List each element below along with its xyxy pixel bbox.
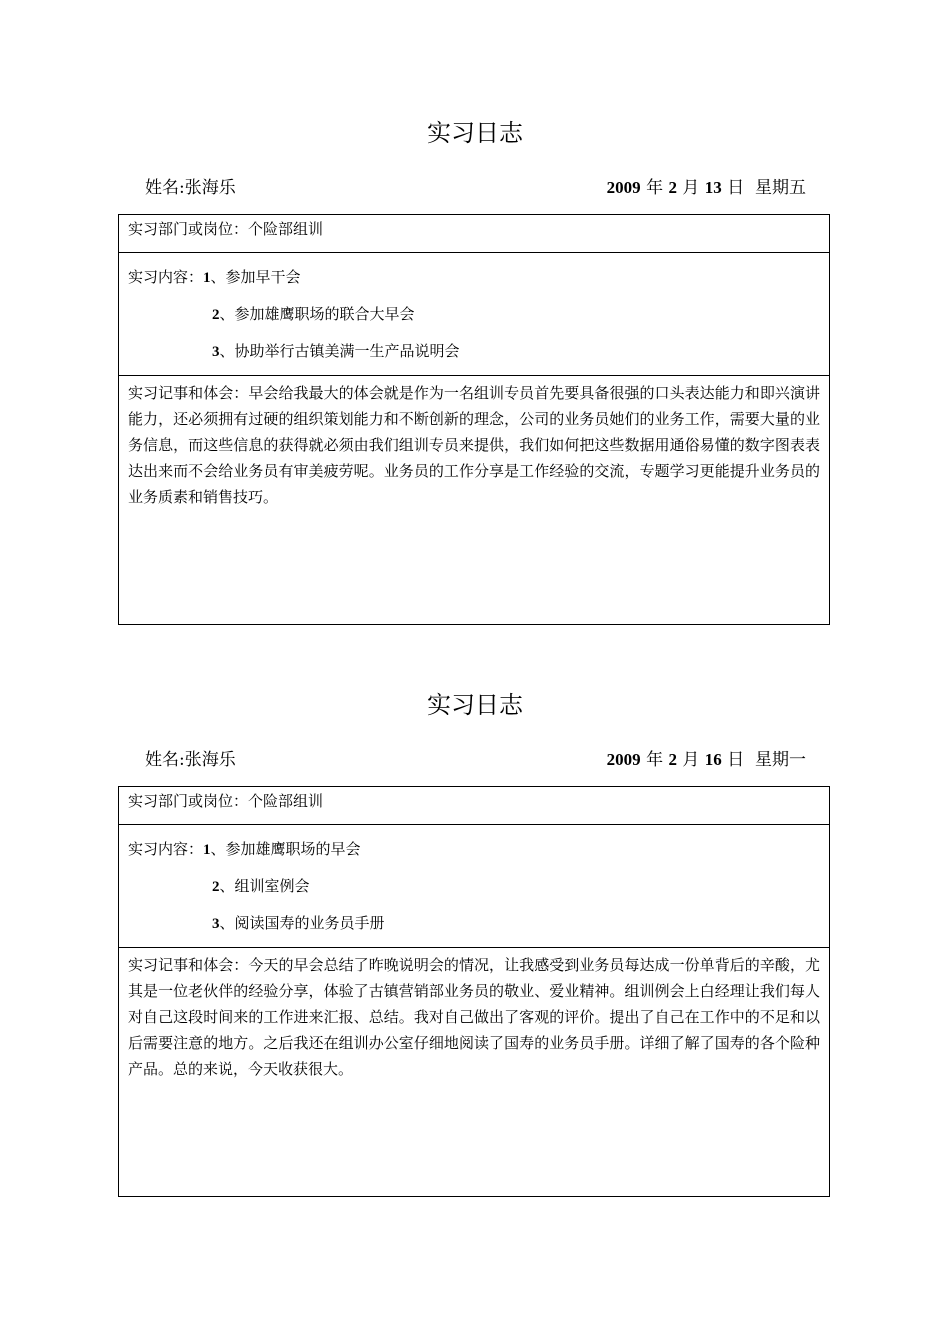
date-year: 2009	[606, 178, 641, 197]
page-title: 实习日志	[427, 691, 523, 719]
content-item	[128, 868, 820, 905]
date-day: 16	[704, 750, 722, 769]
name-value: 张海乐	[184, 178, 236, 198]
content-item-text: 、组训室例会	[219, 877, 310, 895]
date-weekday: 星期五	[755, 178, 806, 198]
name-value: 张海乐	[184, 750, 236, 770]
content-item	[128, 296, 820, 333]
department-row: 实习部门或岗位：个险部组训	[119, 215, 829, 253]
content-item-number: 3	[212, 916, 220, 932]
date-month-unit: 月	[682, 178, 700, 198]
date-day-unit: 日	[727, 178, 745, 198]
name-separator: :	[179, 750, 185, 770]
content-item-number: 3	[212, 344, 220, 360]
content-item	[128, 905, 820, 942]
name-label: 姓名	[145, 750, 179, 770]
content-item	[128, 831, 820, 868]
department-row: 实习部门或岗位：个险部组训	[119, 787, 829, 825]
date-line	[607, 177, 806, 199]
content-item-text: 、参加雄鹰职场的早会	[210, 840, 361, 858]
content-item-number: 1	[203, 270, 211, 286]
name-line	[145, 177, 236, 199]
date-month: 2	[668, 750, 677, 769]
content-item	[128, 259, 820, 296]
content-item-number: 2	[212, 879, 220, 895]
date-year-unit: 年	[646, 178, 664, 198]
date-month: 2	[668, 178, 677, 197]
date-day-unit: 日	[727, 750, 745, 770]
date-weekday: 星期一	[755, 750, 806, 770]
date-day: 13	[704, 178, 722, 197]
date-year: 2009	[606, 750, 641, 769]
log-table	[118, 786, 830, 1197]
log-table	[118, 214, 830, 625]
content-item	[128, 333, 820, 370]
date-month-unit: 月	[682, 750, 700, 770]
page-title: 实习日志	[427, 119, 523, 147]
content-item-text: 、协助举行古镇美满一生产品说明会	[219, 342, 460, 360]
content-item-number: 1	[203, 842, 211, 858]
name-separator: :	[179, 178, 185, 198]
notes-row: 实习记事和体会：早会给我最大的体会就是作为一名组训专员首先要具备很强的口头表达能力和即兴演讲能力，还必须拥有过硬的组织策划能力和不断创新的理念，公司的业务员她们的业务工作，需要大量的业务信息，而这些信息的获得就必须由我们组训专员来提供，我们如何把这些数据用通俗易懂的数字图表表达出来而不会给业务员有审美疲劳呢。业务员的工作分享是工作经验的交流，专题学习更能提升业务员的业务质素和销售技巧。	[128, 384, 820, 506]
date-year-unit: 年	[646, 750, 664, 770]
content-label: 实习内容：	[128, 840, 204, 858]
content-item-text: 、参加雄鹰职场的联合大早会	[219, 305, 415, 323]
content-row	[119, 253, 829, 376]
name-label: 姓名	[145, 178, 179, 198]
content-item-text: 、参加早干会	[210, 268, 301, 286]
content-item-number: 2	[212, 307, 220, 323]
date-line	[607, 749, 806, 771]
content-label: 实习内容：	[128, 268, 204, 286]
content-row	[119, 825, 829, 948]
content-item-text: 、阅读国寿的业务员手册	[219, 914, 385, 932]
notes-row: 实习记事和体会：今天的早会总结了昨晚说明会的情况，让我感受到业务员每达成一份单背后的辛酸，尤其是一位老伙伴的经验分享，体验了古镇营销部业务员的敬业、爱业精神。组训例会上白经理让我们每人对自己这段时间来的工作进来汇报、总结。我对自己做出了客观的评价。提出了自己在工作中的不足和以后需要注意的地方。之后我还在组训办公室仔细地阅读了国寿的业务员手册。详细了解了国寿的各个险种产品。总的来说，今天收获很大。	[128, 956, 820, 1078]
name-line	[145, 749, 236, 771]
